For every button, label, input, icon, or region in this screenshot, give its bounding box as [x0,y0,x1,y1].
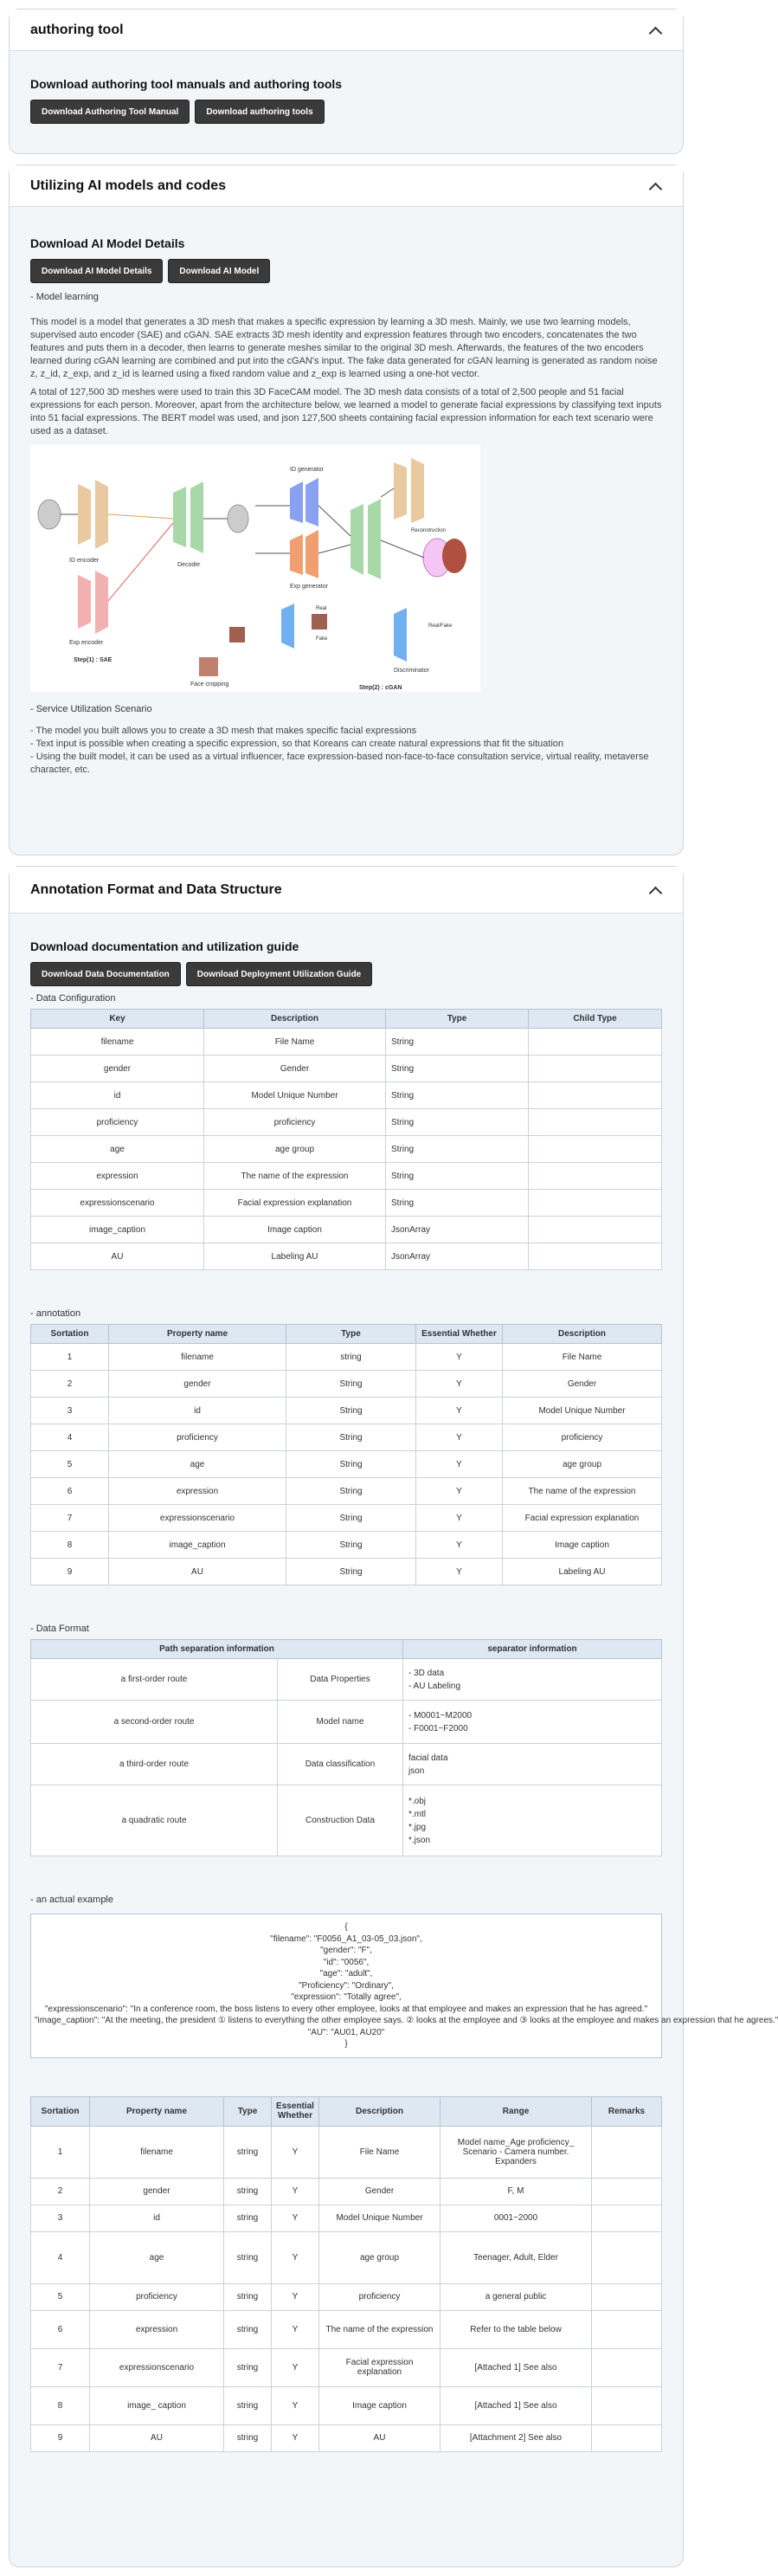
table-header: Essential Whether [272,2096,319,2126]
table-cell [529,1109,662,1136]
table-cell: id [90,2205,224,2231]
section-heading: Download authoring tool manuals and authoring tools [30,77,343,91]
table-cell: Y [272,2231,319,2283]
table-cell [592,2205,662,2231]
table-row [31,2386,662,2424]
table-cell: string [224,2348,272,2386]
text: json [408,1766,425,1776]
table-cell: Construction Data [278,1785,403,1856]
table-cell: proficiency [109,1424,286,1451]
table-cell: 3 [31,2205,90,2231]
table-row [31,1451,662,1478]
table-cell: The name of the expression [204,1163,386,1190]
section-heading: Download AI Model Details [30,236,185,250]
text: "filename": "F0056_A1_03-05_03.json", [270,1934,422,1944]
step1-label: Step(1) : SAE [74,657,113,663]
table-row [31,2231,662,2283]
table-cell: expressionscenario [31,1190,204,1217]
table-cell: 5 [31,1451,109,1478]
text: "gender": "F", [320,1946,372,1955]
table-row [31,1136,662,1163]
table-cell: string [224,2178,272,2205]
table-header: Type [386,1010,529,1029]
text: - 3D data [408,1668,445,1678]
table-row [31,1505,662,1532]
table-cell: AU [90,2424,224,2451]
table-row [31,1056,662,1082]
table-cell: Gender [204,1056,386,1082]
table-cell: Gender [503,1371,662,1398]
table-cell: proficiency [90,2283,224,2310]
download-authoring-tools-button[interactable]: Download authoring tools [195,100,324,124]
table-cell: 7 [31,1505,109,1532]
chevron-up-icon[interactable] [648,179,662,193]
table-header: Description [319,2096,440,2126]
table-cell: Y [416,1478,503,1505]
authoring-tool-panel [9,9,684,154]
table-cell: Model name_Age proficiency_ Scenario - Camera number. Expanders [440,2126,592,2178]
table-cell: a second-order route [31,1701,278,1744]
table-cell: string [224,2283,272,2310]
table-cell [529,1217,662,1243]
table-cell: 4 [31,2231,90,2283]
table-row [31,1010,662,1029]
table-cell: Y [272,2310,319,2348]
table-cell: File Name [204,1029,386,1056]
table-row [31,1640,662,1659]
annotation-table [30,1324,662,1585]
table-cell: The name of the expression [503,1478,662,1505]
table-cell: 6 [31,2310,90,2348]
table-cell: a quadratic route [31,1785,278,1856]
download-ai-model-button[interactable]: Download AI Model [168,259,270,283]
table-cell: expressionscenario [109,1505,286,1532]
property-spec-table [30,2096,662,2452]
table-row [31,1371,662,1398]
text: - M0001~M2000 [408,1710,473,1721]
table-cell: proficiency [31,1109,204,1136]
table-cell: [Attachment 2] See also [440,2424,592,2451]
step2-label: Step(2) : cGAN [359,685,402,691]
discriminator-label: Discriminator [394,668,429,674]
table-header: Description [503,1325,662,1344]
table-cell: The name of the expression [319,2310,440,2348]
table-header: Essential Whether [416,1325,503,1344]
architecture-diagram [30,445,480,692]
table-cell [529,1190,662,1217]
table-cell: JsonArray [386,1217,529,1243]
table-cell: gender [90,2178,224,2205]
download-authoring-manual-button[interactable]: Download Authoring Tool Manual [30,100,190,124]
table-cell [403,1659,662,1701]
table-cell [592,2310,662,2348]
table-cell [592,2348,662,2386]
table-cell: Teenager, Adult, Elder [440,2231,592,2283]
table-row [31,2178,662,2205]
table-row [31,2205,662,2231]
table-cell: string [224,2231,272,2283]
table-header: Remarks [592,2096,662,2126]
scenario-item: - Text input is possible when creating a specific expression, so that Koreans can create natural expressions that fit the situation [30,739,564,749]
text: { [344,1922,348,1932]
table-cell: age [31,1136,204,1163]
data-format-table [30,1639,662,1856]
table-header: Sortation [31,1325,109,1344]
table-cell: 1 [31,1344,109,1371]
table-row [31,1109,662,1136]
download-data-documentation-button[interactable]: Download Data Documentation [30,962,181,986]
table-cell: String [386,1136,529,1163]
table-row [31,1424,662,1451]
table-cell: String [386,1029,529,1056]
table-cell [403,1785,662,1856]
text: "id": "0056", [323,1957,370,1967]
table-cell: Image caption [319,2386,440,2424]
table-header: Sortation [31,2096,90,2126]
table-header: Key [31,1010,204,1029]
table-cell: 1 [31,2126,90,2178]
table-row [31,1478,662,1505]
ai-models-panel [9,165,684,855]
table-cell: String [286,1478,416,1505]
model-description: This model is a model that generates a 3D mesh that makes a specific expression by learning a 3D mesh. Mainly, we use two learning models, supervised auto encoder (SAE) and cGAN. SAE extracts 3D mesh identity and expression features through two encoders, concatenates the two features and puts them in a decoder, then learns to generate meshes similar to the original 3D mesh. Afterwards, the features of the two encoders learned during cGAN learning are combined and put into the cGAN's input. The fake data generated for cGAN learning is generated as random noise z, z_id, z_exp, and z_id is learned using a fixed random value and z_exp is learned using a one-hot vector. [30,317,658,379]
table-row [31,1701,662,1744]
table-cell [529,1056,662,1082]
annotation-format-header[interactable] [10,867,683,914]
table-cell: 7 [31,2348,90,2386]
table-cell: Y [272,2348,319,2386]
table-cell [529,1243,662,1270]
table-cell: a first-order route [31,1659,278,1701]
architecture-diagram-svg [30,445,480,692]
text: "expressionscenario": "In a conference room, the boss listens to every other employee, looks at that employee and makes an expression that he has agreed." [44,2004,648,2014]
decoder-label: Decoder [177,562,201,568]
table-cell: filename [90,2126,224,2178]
table-cell: expression [90,2310,224,2348]
table-cell: Y [416,1559,503,1585]
text: facial data [408,1753,448,1763]
chevron-up-icon[interactable] [648,23,662,37]
table-cell: string [286,1344,416,1371]
table-cell: Model Unique Number [204,1082,386,1109]
table-row [31,1243,662,1270]
table-cell: String [386,1082,529,1109]
table-cell: 9 [31,2424,90,2451]
table-row [31,1082,662,1109]
table-cell: 5 [31,2283,90,2310]
table-cell: image_caption [31,1217,204,1243]
table-cell: Gender [319,2178,440,2205]
table-cell: String [286,1532,416,1559]
table-cell: Y [416,1532,503,1559]
text: *.mtl [408,1809,426,1819]
table-row [31,1190,662,1217]
table-cell: Y [416,1371,503,1398]
table-cell [529,1082,662,1109]
table-header: Description [204,1010,386,1029]
table-cell: expression [31,1163,204,1190]
annotation-format-panel [9,866,778,2567]
table-cell: age [109,1451,286,1478]
table-cell: 8 [31,1532,109,1559]
model-learning-label: - Model learning [30,292,99,302]
table-cell: File Name [503,1344,662,1371]
data-configuration-label: - Data Configuration [30,993,116,1004]
table-row [31,1029,662,1056]
table-cell: string [224,2310,272,2348]
table-cell: a third-order route [31,1744,278,1785]
data-format-label: - Data Format [30,1624,89,1634]
table-cell: Data Properties [278,1659,403,1701]
table-cell: Model Unique Number [319,2205,440,2231]
table-cell: String [286,1371,416,1398]
table-row [31,1398,662,1424]
table-cell [403,1744,662,1785]
table-cell: 2 [31,1371,109,1398]
table-cell: expressionscenario [90,2348,224,2386]
table-cell: a general public [440,2283,592,2310]
table-row [31,1532,662,1559]
text: "age": "adult", [319,1969,373,1979]
table-cell: Data classification [278,1744,403,1785]
download-ai-model-details-button[interactable]: Download AI Model Details [30,259,163,283]
actual-example-label: - an actual example [30,1895,113,1905]
text: - F0001~F2000 [408,1723,468,1733]
scenario-item: - The model you built allows you to create a 3D mesh that makes specific facial expressions [30,726,417,736]
json-example-box [30,1914,778,2058]
table-header: separator information [403,1640,662,1659]
recon-label: Reconstruction [411,528,447,533]
table-row [31,1344,662,1371]
table-cell: Refer to the table below [440,2310,592,2348]
table-cell: [Attached 1] See also [440,2348,592,2386]
table-cell: AU [109,1559,286,1585]
table-row [31,2096,662,2126]
text: "AU": "AU01, AU20" [307,2027,385,2037]
table-cell: Model Unique Number [503,1398,662,1424]
table-cell [529,1029,662,1056]
table-cell: age [90,2231,224,2283]
table-cell [592,2424,662,2451]
table-cell: String [386,1190,529,1217]
fake-label: Fake [316,636,328,642]
text: "expression": "Totally agree", [291,1992,402,2002]
table-cell: string [224,2205,272,2231]
table-cell [592,2126,662,2178]
table-row [31,1659,662,1701]
table-cell: 4 [31,1424,109,1451]
table-cell: Y [272,2424,319,2451]
dataset-description: A total of 127,500 3D meshes were used to train this 3D FaceCAM model. The 3D mesh data consists of a total of 2,500 people and 51 facial expressions for each person. Moreover, apart from the architecture below, we learned a model to generate facial expressions by classifying text inputs into 51 facial expressions. The BERT model was used, and json 127,500 sheets containing facial expression information for each text scenario were used as a dataset. [30,387,662,436]
table-cell: image_ caption [90,2386,224,2424]
table-cell [592,2283,662,2310]
table-cell: Y [272,2178,319,2205]
table-cell: Facial expression explanation [319,2348,440,2386]
table-cell [529,1136,662,1163]
table-cell: image_caption [109,1532,286,1559]
table-row [31,1217,662,1243]
table-cell: Image caption [503,1532,662,1559]
id-encoder-label: ID encoder [69,558,100,564]
table-cell: 8 [31,2386,90,2424]
table-row [31,2310,662,2348]
exp-encoder-label: Exp encoder [69,640,104,646]
table-row [31,1559,662,1585]
table-cell: 2 [31,2178,90,2205]
table-cell: 9 [31,1559,109,1585]
table-cell [592,2231,662,2283]
table-cell: age group [204,1136,386,1163]
text: *.json [408,1835,431,1845]
table-cell: Y [416,1505,503,1532]
table-cell: 6 [31,1478,109,1505]
table-cell: string [224,2126,272,2178]
real-fake-label: Real/Fake [428,623,453,629]
table-row [31,1325,662,1344]
table-cell: Y [272,2126,319,2178]
ai-models-header[interactable] [10,165,683,207]
table-cell: F, M [440,2178,592,2205]
table-cell: 0001~2000 [440,2205,592,2231]
table-header: Child Type [529,1010,662,1029]
annotation-label: - annotation [30,1308,81,1319]
table-cell: string [224,2424,272,2451]
table-cell: AU [319,2424,440,2451]
table-cell: gender [109,1371,286,1398]
text: } [344,2039,348,2049]
text: - AU Labeling [408,1681,461,1691]
table-header: Property name [109,1325,286,1344]
text: "Proficiency": "Ordinary", [299,1980,394,1991]
table-cell: id [31,1082,204,1109]
text: *.obj [408,1796,427,1806]
table-cell [592,2386,662,2424]
panel-title: Utilizing AI models and codes [30,178,227,193]
exp-generator-label: Exp generator [290,584,328,590]
section-heading: Download documentation and utilization guide [30,939,299,953]
table-cell: proficiency [319,2283,440,2310]
table-cell: String [286,1505,416,1532]
table-cell: Facial expression explanation [204,1190,386,1217]
table-row [31,2348,662,2386]
table-row [31,2126,662,2178]
table-row [31,1785,662,1856]
table-cell: String [386,1163,529,1190]
table-cell: Labeling AU [503,1559,662,1585]
table-header: Property name [90,2096,224,2126]
table-cell: proficiency [204,1109,386,1136]
id-generator-label: ID generator [290,467,324,473]
table-cell: Facial expression explanation [503,1505,662,1532]
table-cell: age group [319,2231,440,2283]
table-cell: [Attached 1] See also [440,2386,592,2424]
table-cell: proficiency [503,1424,662,1451]
table-cell: Y [416,1344,503,1371]
download-deployment-guide-button[interactable]: Download Deployment Utilization Guide [186,962,372,986]
table-cell: Y [416,1424,503,1451]
scenario-label: - Service Utilization Scenario [30,704,152,714]
table-cell: Model name [278,1701,403,1744]
scenario-item: - Using the built model, it can be used as a virtual influencer, face expression-based non-face-to-face consultation service, virtual reality, metaverse character, etc. [30,752,649,775]
table-header: Range [440,2096,592,2126]
table-cell: Y [272,2205,319,2231]
table-cell: id [109,1398,286,1424]
table-row [31,2424,662,2451]
table-cell: String [386,1056,529,1082]
panel-title: Annotation Format and Data Structure [30,881,282,897]
table-cell [592,2178,662,2205]
table-row [31,2283,662,2310]
table-cell: 3 [31,1398,109,1424]
table-cell [529,1163,662,1190]
table-cell: gender [31,1056,204,1082]
table-header: Type [286,1325,416,1344]
table-cell: age group [503,1451,662,1478]
table-cell: Labeling AU [204,1243,386,1270]
table-cell: expression [109,1478,286,1505]
table-cell: String [386,1109,529,1136]
table-cell: String [286,1451,416,1478]
table-header: Path separation information [31,1640,403,1659]
table-cell: String [286,1398,416,1424]
chevron-up-icon[interactable] [648,883,662,897]
table-cell: String [286,1424,416,1451]
table-cell: filename [31,1029,204,1056]
table-cell: string [224,2386,272,2424]
table-cell: filename [109,1344,286,1371]
table-cell: Y [416,1398,503,1424]
table-cell: File Name [319,2126,440,2178]
table-cell: AU [31,1243,204,1270]
table-cell: String [286,1559,416,1585]
table-cell [403,1701,662,1744]
table-cell: Y [272,2386,319,2424]
text: "image_caption": "At the meeting, the president ① listens to everything the other employee says. ② looks at the employee and ③ looks at the employee and makes an expression that he agrees." [35,2016,778,2025]
table-cell: Y [416,1451,503,1478]
table-row [31,1744,662,1785]
data-configuration-table [30,1009,662,1270]
panel-title: authoring tool [30,22,124,37]
table-cell: JsonArray [386,1243,529,1270]
text: *.jpg [408,1822,427,1832]
real-label: Real [316,606,327,611]
table-cell: Image caption [204,1217,386,1243]
face-cropping-label: Face cropping [190,681,229,688]
table-cell: Y [272,2283,319,2310]
table-header: Type [224,2096,272,2126]
authoring-tool-header[interactable] [10,10,683,51]
table-row [31,1163,662,1190]
